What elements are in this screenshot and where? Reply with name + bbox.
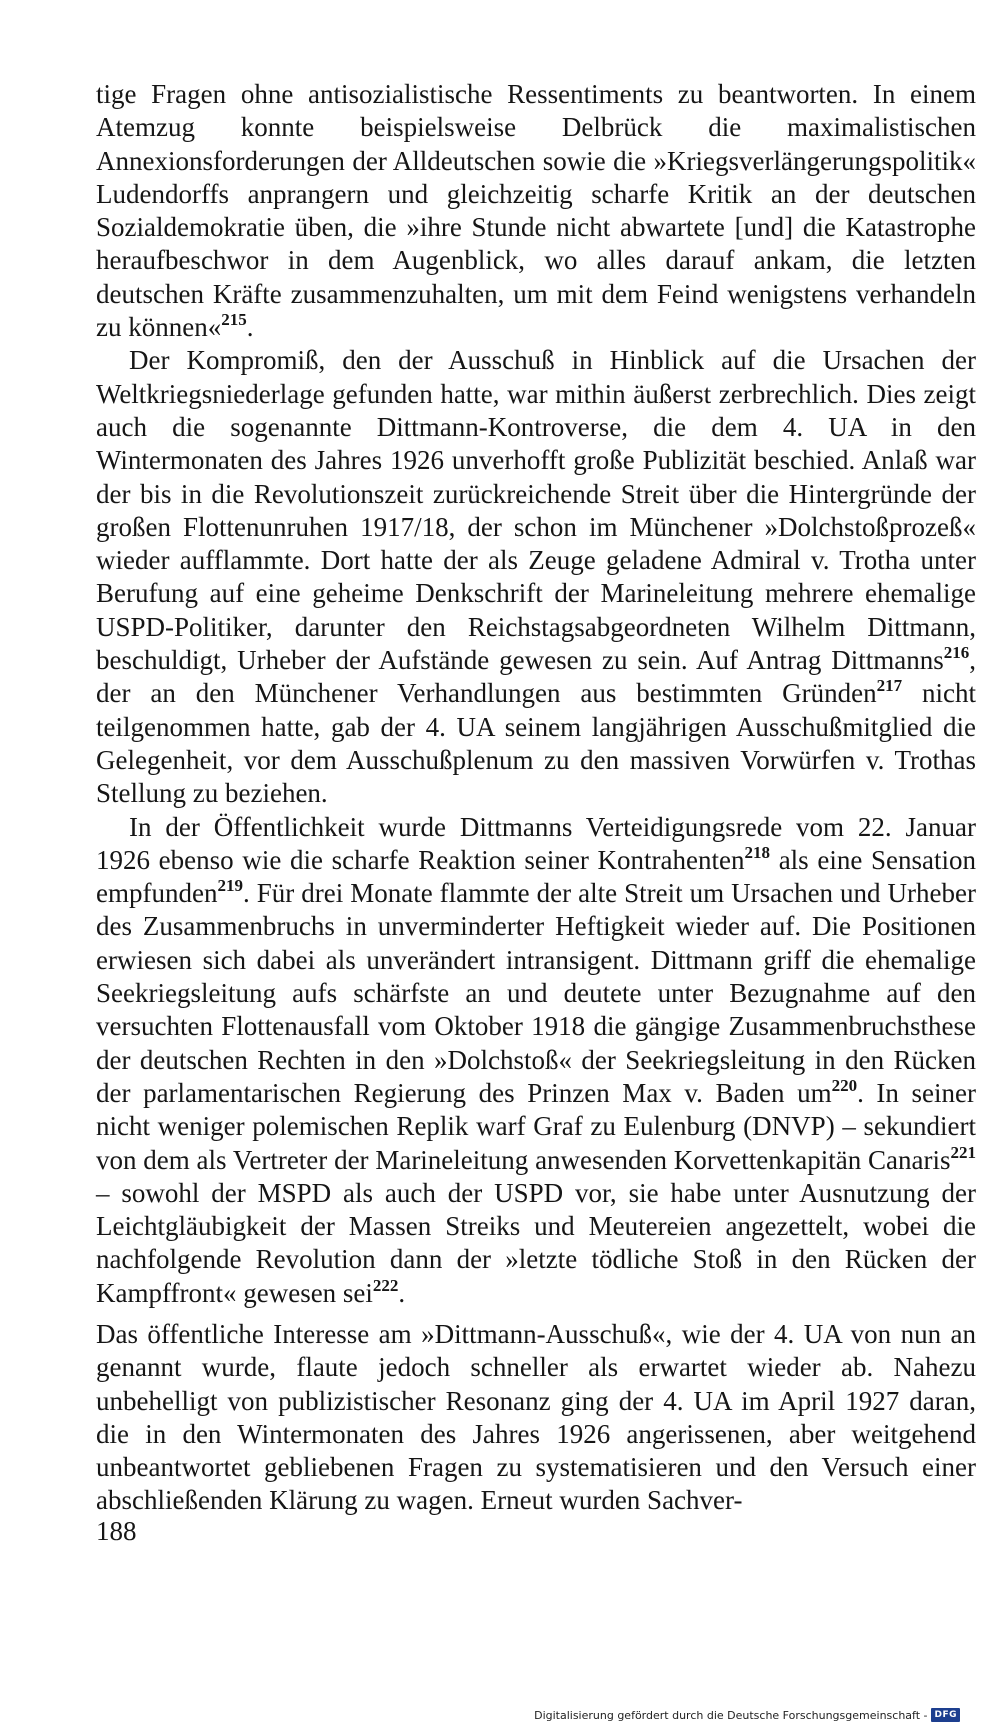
- paragraph-2: [96, 344, 976, 810]
- paragraph-3-text-b: als eine Sensation empfunden: [96, 844, 976, 909]
- footnote-ref-217: 217: [876, 676, 903, 696]
- paragraph-2-text-a: Der Kompromiß, den der Ausschuß in Hinblick auf die Ursachen der Weltkriegsniederlage gefunden hatte, war mithin äußerst zerbrechlich. Dies zeigt auch die sogenannte Dittmann-Kontroverse, die dem 4. UA in den Wintermonaten des Jahres 1926 unverhofft große Publizität beschied. Anlaß war der bis in die Revolutionszeit zurückreichende Streit über die Hintergründe der großen Flottenunruhen 1917/18, der schon im Münchener »Dolchstoßprozeß« wieder aufflammte. Dort hatte der als Zeuge geladene Admiral v. Trotha unter Berufung auf eine geheime Denkschrift der Marineleitung mehrere ehemalige USPD-Politiker, darunter den Reichstagsabgeordneten Wilhelm Dittmann, beschuldigt, Urheber der Aufstände gewesen zu sein. Auf Antrag Dittmanns: [96, 345, 976, 676]
- paragraph-3-text-c: . Für drei Monate flammte der alte Streit um Ursachen und Urheber des Zusammenbruchs in unverminderter Heftigkeit wieder auf. Die Positionen erwiesen sich dabei als unverändert intransigent. Dittmann griff die ehemalige Seekriegsleitung aufs schärfste an und deutete unter Bezugnahme auf den versuchten Flottenausfall vom Oktober 1918 die gängige Zusammenbruchsthese der deutschen Rechten in den »Dolchstoß« der Seekriegsleitung in den Rücken der parlamentarischen Regierung des Prinzen Max v. Baden um: [96, 878, 976, 1108]
- paragraph-1-text: tige Fragen ohne antisozialistische Ressentiments zu beantworten. In einem Atemzug konnte beispielsweise Delbrück die maximalistischen Annexionsforderungen der Alldeutschen sowie die »Kriegsverlängerungspolitik« Ludendorffs anprangern und gleichzeitig scharfe Kritik an der deutschen Sozialdemokratie üben, die »ihre Stunde nicht abwartete [und] die Katastrophe heraufbeschwor in dem Augenblick, wo alles darauf ankam, die letzten deutschen Kräfte zusammenzuhalten, um mit dem Feind wenigstens verhandeln zu können«: [96, 79, 976, 343]
- footnote-ref-218: 218: [744, 842, 771, 862]
- page-number: 188: [96, 1516, 137, 1546]
- digitization-credit: [534, 1706, 960, 1724]
- body-text: [96, 78, 976, 1518]
- paragraph-1: [96, 78, 976, 344]
- footnote-ref-219: 219: [217, 876, 243, 896]
- footnote-ref-222: 222: [372, 1275, 399, 1295]
- paragraph-3-text-d: . In seiner nicht weniger polemischen Replik warf Graf zu Eulenburg (DNVP) – sekundiert von dem als Vertreter der Marineleitung anwesenden Korvettenkapitän Canaris: [96, 1077, 976, 1175]
- dfg-logo-icon: DFG: [931, 1708, 960, 1722]
- paragraph-2-text-b: , der an den Münchener Verhandlungen aus bestimmten Gründen: [96, 645, 976, 709]
- paragraph-2-text-c: nicht teilgenommen hatte, gab der 4. UA seinem langjährigen Ausschußmitglied die Gelegenheit, vor dem Ausschußplenum zu den massiven Vorwürfen v. Trothas Stellung zu beziehen.: [96, 678, 976, 809]
- paragraph-4-text: Das öffentliche Interesse am »Dittmann-Ausschuß«, wie der 4. UA von nun an genannt wurde, flaute jedoch schneller als erwartet wieder ab. Nahezu unbehelligt von publizistischer Resonanz ging der 4. UA im April 1927 daran, die in den Wintermonaten des Jahres 1926 angerissenen, aber weitgehend unbeantwortet gebliebenen Fragen zu systematisieren und den Versuch einer abschließenden Klärung zu wagen. Erneut wurden Sachver-: [96, 1318, 976, 1516]
- digitization-credit-text: Digitalisierung gefördert durch die Deutsche Forschungsgemeinschaft -: [534, 1708, 928, 1722]
- paragraph-1-end: .: [246, 312, 254, 343]
- paragraph-4: [96, 1318, 976, 1518]
- footnote-ref-216: 216: [943, 643, 970, 663]
- paragraph-3-text-a: In der Öffentlichkeit wurde Dittmanns Verteidigungsrede vom 22. Januar 1926 ebenso wie die scharfe Reaktion seiner Kontrahenten: [96, 811, 976, 875]
- paragraph-3-text-e: – sowohl der MSPD als auch der USPD vor, sie habe unter Ausnutzung der Leichtgläubigkeit der Massen Streiks und Meutereien angezettelt, wobei die nachfolgende Revolution dann der »letzte tödliche Stoß in den Rücken der Kampffront« gewesen sei: [96, 1177, 976, 1308]
- paragraph-3-end: .: [398, 1277, 406, 1308]
- footnote-ref-220: 220: [831, 1075, 858, 1095]
- footnote-ref-215: 215: [221, 310, 247, 330]
- paragraph-3: [96, 811, 976, 1310]
- footnote-ref-221: 221: [950, 1142, 976, 1162]
